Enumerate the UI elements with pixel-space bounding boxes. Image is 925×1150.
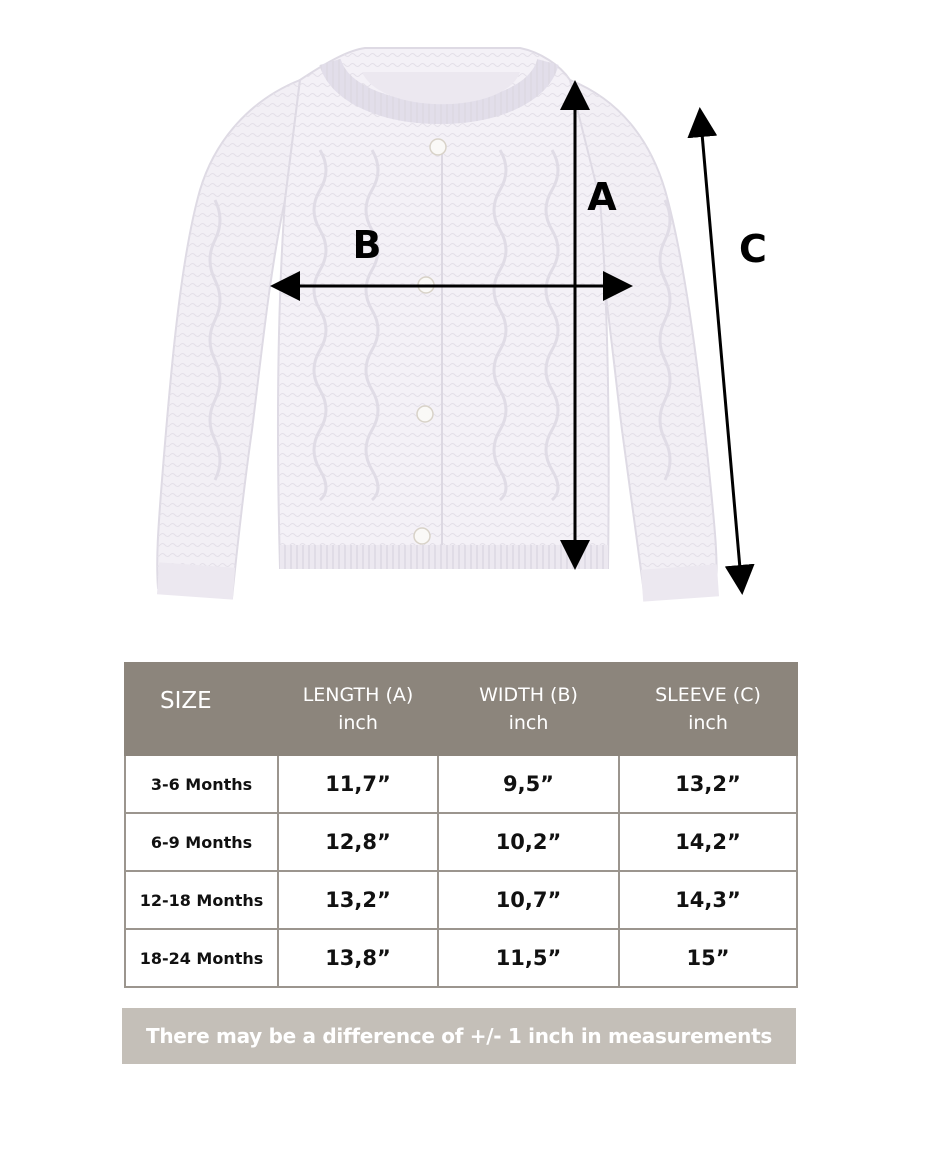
table-row [125, 871, 797, 929]
table-row [125, 813, 797, 871]
label-b: B [352, 223, 382, 267]
measurement-note: There may be a difference of +/- 1 inch in measurements [122, 1008, 796, 1064]
size-cell: 18-24 Months [125, 929, 278, 987]
size-cell: 3-6 Months [125, 755, 278, 813]
length-cell: 11,7” [278, 755, 438, 813]
button-3 [417, 406, 433, 422]
header-size: SIZE [125, 663, 278, 755]
length-cell: 13,2” [278, 871, 438, 929]
header-length: LENGTH (A) inch [278, 663, 438, 755]
size-cell: 6-9 Months [125, 813, 278, 871]
width-cell: 9,5” [438, 755, 619, 813]
table-header-row [125, 663, 797, 755]
cardigan [157, 48, 719, 602]
sleeve-cell: 14,2” [619, 813, 797, 871]
length-cell: 12,8” [278, 813, 438, 871]
length-cell: 13,8” [278, 929, 438, 987]
label-c: C [739, 227, 767, 271]
size-chart-table [124, 662, 798, 988]
sleeve-cell: 14,3” [619, 871, 797, 929]
header-width: WIDTH (B) inch [438, 663, 619, 755]
width-cell: 10,7” [438, 871, 619, 929]
width-cell: 11,5” [438, 929, 619, 987]
header-sleeve: SLEEVE (C) inch [619, 663, 797, 755]
button-1 [430, 139, 446, 155]
table-row [125, 929, 797, 987]
width-cell: 10,2” [438, 813, 619, 871]
label-a: A [587, 175, 617, 219]
button-4 [414, 528, 430, 544]
sleeve-cell: 13,2” [619, 755, 797, 813]
table-row [125, 755, 797, 813]
sleeve-cell: 15” [619, 929, 797, 987]
size-cell: 12-18 Months [125, 871, 278, 929]
